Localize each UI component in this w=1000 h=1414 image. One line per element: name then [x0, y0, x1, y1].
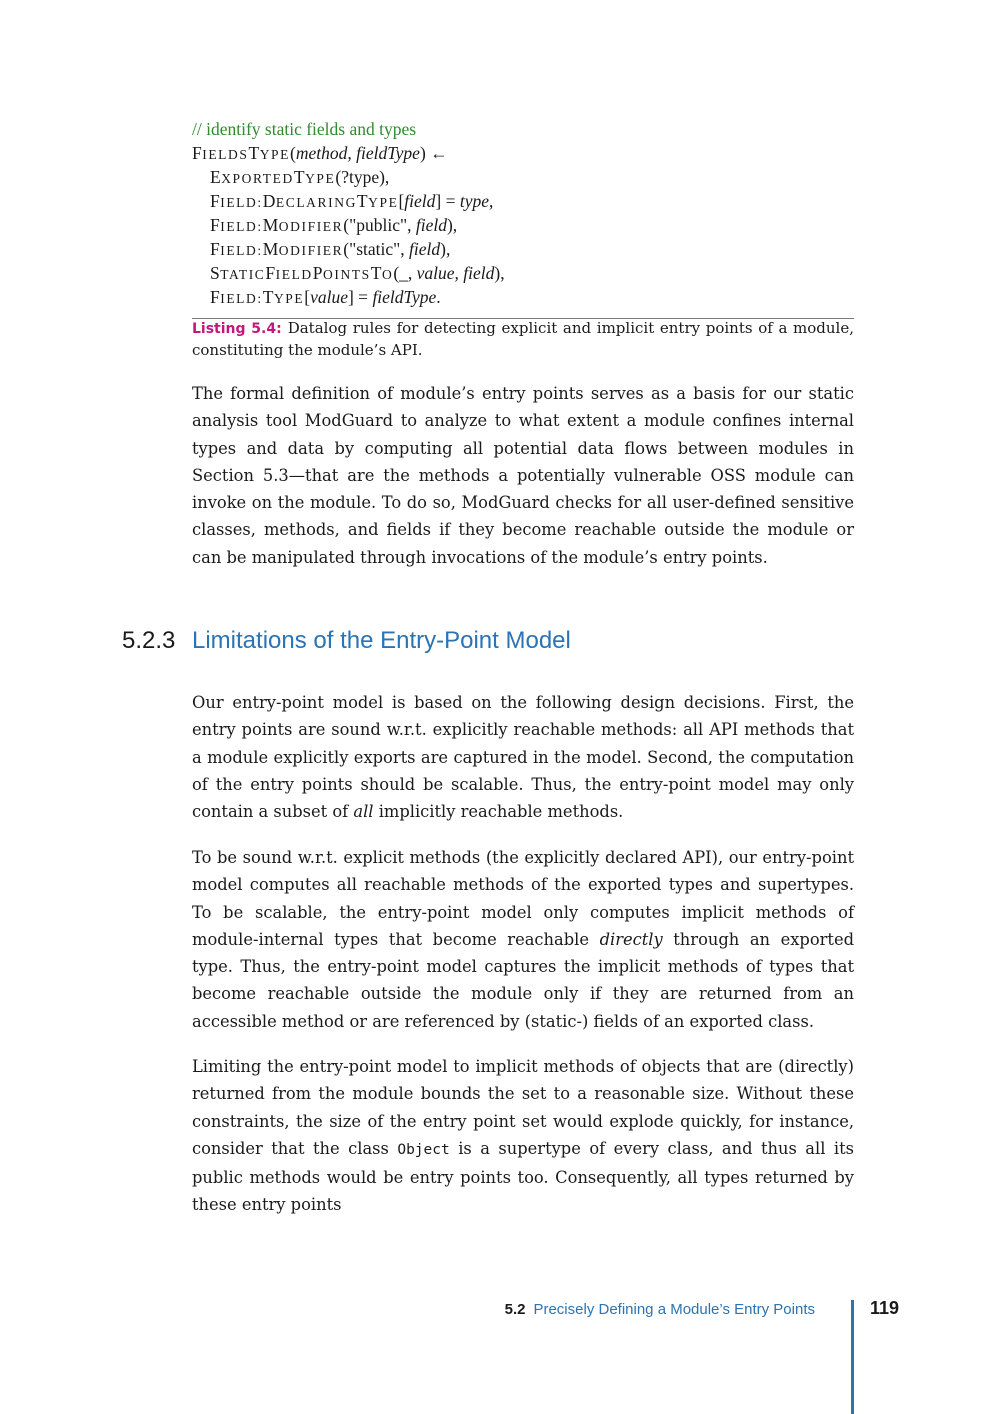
caption-text: Datalog rules for detecting explicit and implicit entry points of a module, constituting the module’s API. — [192, 319, 854, 359]
code-comment: // identify static fields and types — [192, 119, 417, 139]
body-paragraph: Limiting the entry-point model to implicit methods of objects that are (directly) returned from the module bounds the set to a reasonable size. Without these constraints, the size of the entry point set would explode quickly, for instance, consider that the class Object is a supertype of every class, and thus all its public methods would be entry points too. Consequently, all types returned by these entry points — [192, 1057, 854, 1215]
footer-divider-bar — [851, 1300, 854, 1414]
body-paragraph: To be sound w.r.t. explicit methods (the explicitly declared API), our entry-point model computes all reachable methods of the exported types and supertypes. To be scalable, the entry-point model only computes implicit methods of module-internal types that become reachable directly through an exported type. Thus, the entry-point model captures the implicit methods of types that become reachable outside the module only if they are returned from an accessible method or are referenced by (static-) fields of an exported class. — [192, 848, 855, 1031]
code-listing — [192, 117, 854, 309]
listing-caption — [192, 318, 854, 361]
code-line: FIELD:DECLARINGTYPE[field] = type, — [210, 191, 494, 211]
section-number: 5.2.3 — [122, 627, 176, 654]
inline-code: Object — [397, 1141, 450, 1158]
section-heading — [122, 624, 882, 658]
body-paragraph: Our entry-point model is based on the following design decisions. First, the entry points are sound w.r.t. explicitly reachable methods: all API methods that a module explicitly exports are captured in the model. Second, the computation of the entry points should be scalable. Thus, the entry-point model may only contain a subset of all implicitly reachable methods. — [192, 693, 854, 822]
page-number: 119 — [870, 1298, 900, 1318]
running-footer — [505, 1300, 815, 1320]
body-paragraph: The formal definition of module’s entry points serves as a basis for our static analysis tool ModGuard to analyze to what extent a module confines internal types and data by computing all potential data flows between modules in Section 5.3—that are the methods a potentially vulnerable OSS module can invoke on the module. To do so, ModGuard checks for all user-defined sensitive classes, methods, and fields if they become reachable outside the module or can be manipulated through invocations of the module’s entry points. — [192, 384, 854, 567]
code-rule-head: FIELDSTYPE(method, fieldType) ← — [192, 143, 448, 163]
code-line: FIELD:MODIFIER("public", field), — [210, 215, 458, 235]
code-line: STATICFIELDPOINTSTO(_, value, field), — [210, 263, 505, 283]
code-line: FIELD:TYPE[value] = fieldType. — [210, 287, 441, 307]
footer-section-title: Precisely Defining a Module’s Entry Points — [533, 1301, 815, 1318]
code-line: FIELD:MODIFIER("static", field), — [210, 239, 451, 259]
caption-label: Listing 5.4: — [192, 321, 282, 337]
footer-section-number: 5.2 — [504, 1301, 526, 1318]
section-title: Limitations of the Entry-Point Model — [192, 627, 571, 654]
code-line: EXPORTEDTYPE(?type), — [210, 167, 390, 187]
